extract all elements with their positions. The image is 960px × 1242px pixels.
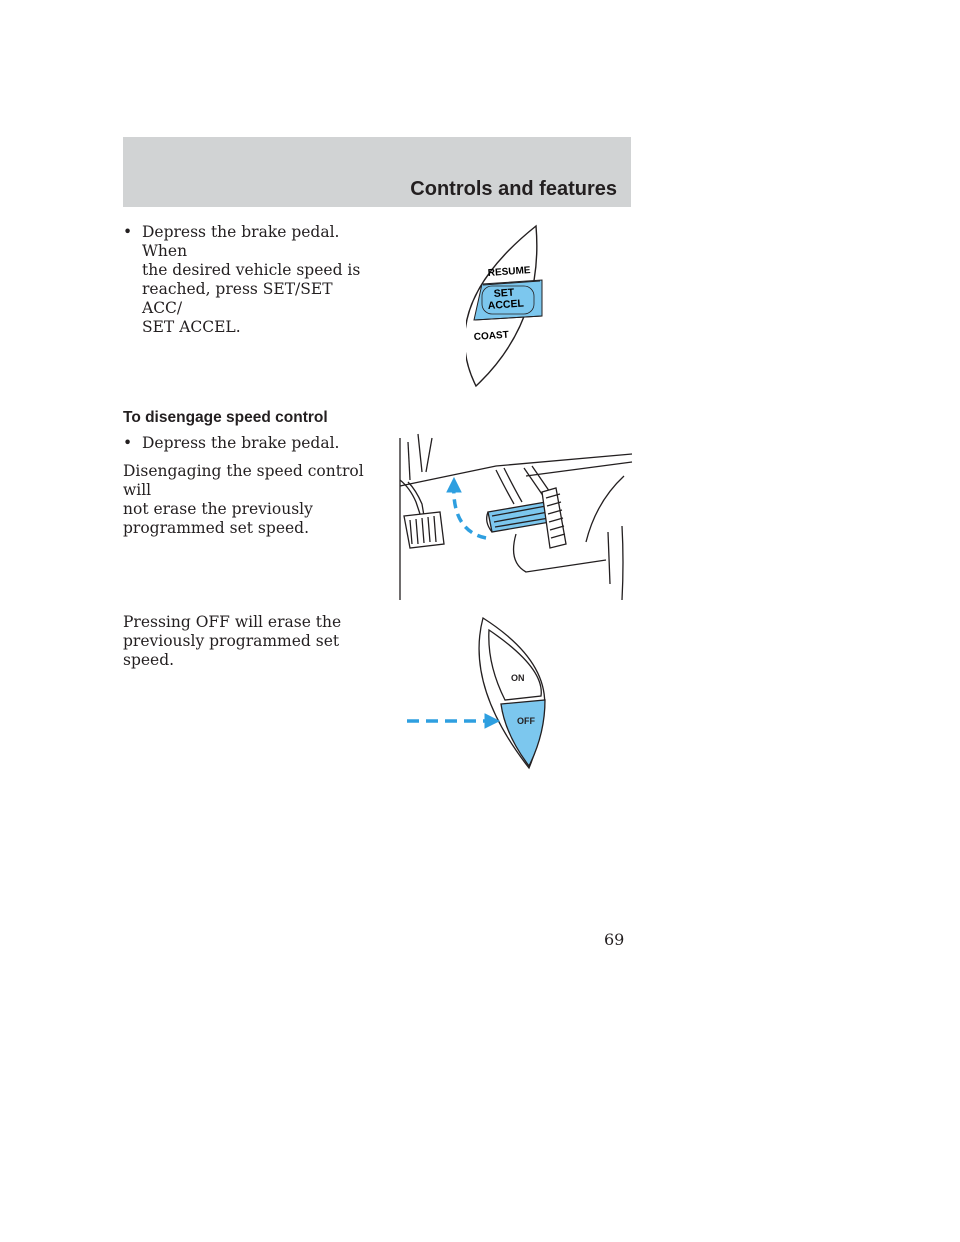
header-band [123, 137, 631, 207]
page-number: 69 [604, 930, 625, 949]
paragraph [123, 462, 383, 538]
paragraph-line: previously programmed set speed. [123, 632, 340, 669]
bullet-line: reached, press SET/SET ACC/ [142, 280, 333, 317]
bullet-item [123, 434, 383, 453]
bullet-glyph: • [123, 434, 133, 452]
coast-label: COAST [473, 329, 510, 343]
on-off-switch-illustration [405, 614, 565, 772]
bullet-line: the desired vehicle speed is [142, 261, 361, 279]
paragraph-line: Pressing OFF will erase the [123, 613, 342, 631]
page-section-title: Controls and features [410, 178, 617, 200]
bullet-line: SET ACCEL. [142, 318, 241, 336]
paragraph-line: programmed set speed. [123, 519, 310, 537]
accel-label: ACCEL [487, 297, 525, 312]
paragraph [123, 613, 393, 670]
bullet-item [123, 223, 363, 337]
resume-label: RESUME [487, 265, 531, 279]
off-label: OFF [517, 716, 535, 726]
speed-control-switch-illustration [466, 222, 546, 390]
set-label: SET [493, 286, 515, 300]
paragraph-line: not erase the previously [123, 500, 313, 518]
paragraph-line: Disengaging the speed control will [123, 462, 364, 499]
bullet-text: Depress the brake pedal. [142, 434, 340, 452]
on-label: ON [511, 673, 525, 683]
brake-pedal-illustration [396, 432, 636, 604]
bullet-glyph: • [123, 223, 133, 241]
section-heading: To disengage speed control [123, 409, 328, 426]
bullet-line: Depress the brake pedal. When [142, 223, 340, 260]
